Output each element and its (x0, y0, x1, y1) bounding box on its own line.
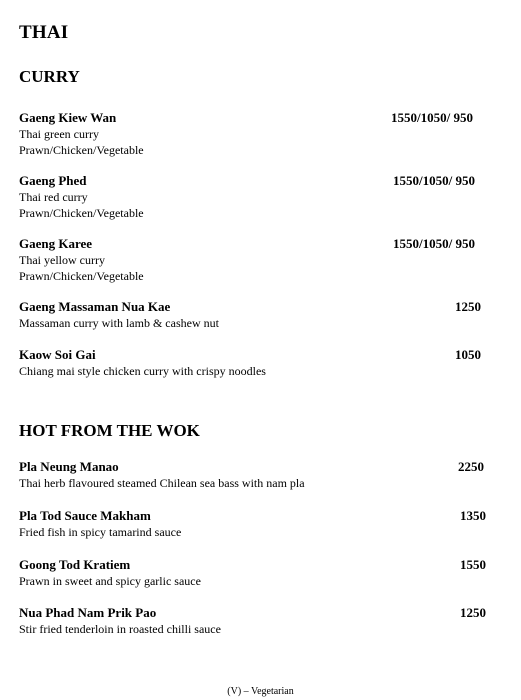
item-price: 1250 (460, 605, 486, 620)
item-name: Gaeng Karee (19, 236, 93, 251)
menu-item-gaeng-karee (19, 236, 489, 284)
item-description: Prawn/Chicken/Vegetable (19, 143, 144, 157)
item-description: Thai herb flavoured steamed Chilean sea bass with nam pla (19, 476, 305, 490)
item-description: Chiang mai style chicken curry with crispy noodles (19, 364, 266, 378)
item-description: Stir fried tenderloin in roasted chilli sauce (19, 622, 221, 636)
item-price: 1550/1050/ 950 (393, 236, 475, 251)
item-description: Fried fish in spicy tamarind sauce (19, 525, 182, 539)
item-name: Kaow Soi Gai (19, 347, 96, 362)
item-description: Thai yellow curry (19, 253, 105, 267)
item-name: Goong Tod Kratiem (19, 557, 131, 572)
menu-item-goong-tod-kratiem (19, 557, 489, 589)
item-price: 1550/1050/ 950 (393, 173, 475, 188)
item-price: 1250 (455, 299, 481, 314)
item-price: 1050 (455, 347, 481, 362)
item-description: Prawn in sweet and spicy garlic sauce (19, 574, 201, 588)
section-heading-curry: CURRY (19, 67, 80, 86)
menu-item-pla-neung-manao (19, 459, 489, 491)
item-name: Pla Neung Manao (19, 459, 119, 474)
menu-item-gaeng-phed (19, 173, 489, 221)
item-name: Nua Phad Nam Prik Pao (19, 605, 157, 620)
item-description: Massaman curry with lamb & cashew nut (19, 316, 219, 330)
item-price: 1350 (460, 508, 486, 523)
item-name: Gaeng Massaman Nua Kae (19, 299, 171, 314)
item-description: Prawn/Chicken/Vegetable (19, 269, 144, 283)
item-name: Gaeng Phed (19, 173, 87, 188)
item-name: Gaeng Kiew Wan (19, 110, 117, 125)
page-title: THAI (19, 22, 69, 43)
menu-item-gaeng-massaman-nua-kae (19, 299, 489, 331)
item-description: Thai green curry (19, 127, 99, 141)
item-description: Thai red curry (19, 190, 88, 204)
item-name: Pla Tod Sauce Makham (19, 508, 151, 523)
item-description: Prawn/Chicken/Vegetable (19, 206, 144, 220)
section-heading-hot-from-the-wok: HOT FROM THE WOK (19, 421, 200, 440)
item-price: 2250 (458, 459, 484, 474)
item-price: 1550 (460, 557, 486, 572)
menu-item-kaow-soi-gai (19, 347, 489, 379)
menu-item-gaeng-kiew-wan (19, 110, 489, 158)
vegetarian-legend: (V) – Vegetarian (227, 686, 294, 697)
item-price: 1550/1050/ 950 (391, 110, 473, 125)
menu-item-nua-phad-nam-prik-pao (19, 605, 489, 637)
menu-item-pla-tod-sauce-makham (19, 508, 489, 540)
